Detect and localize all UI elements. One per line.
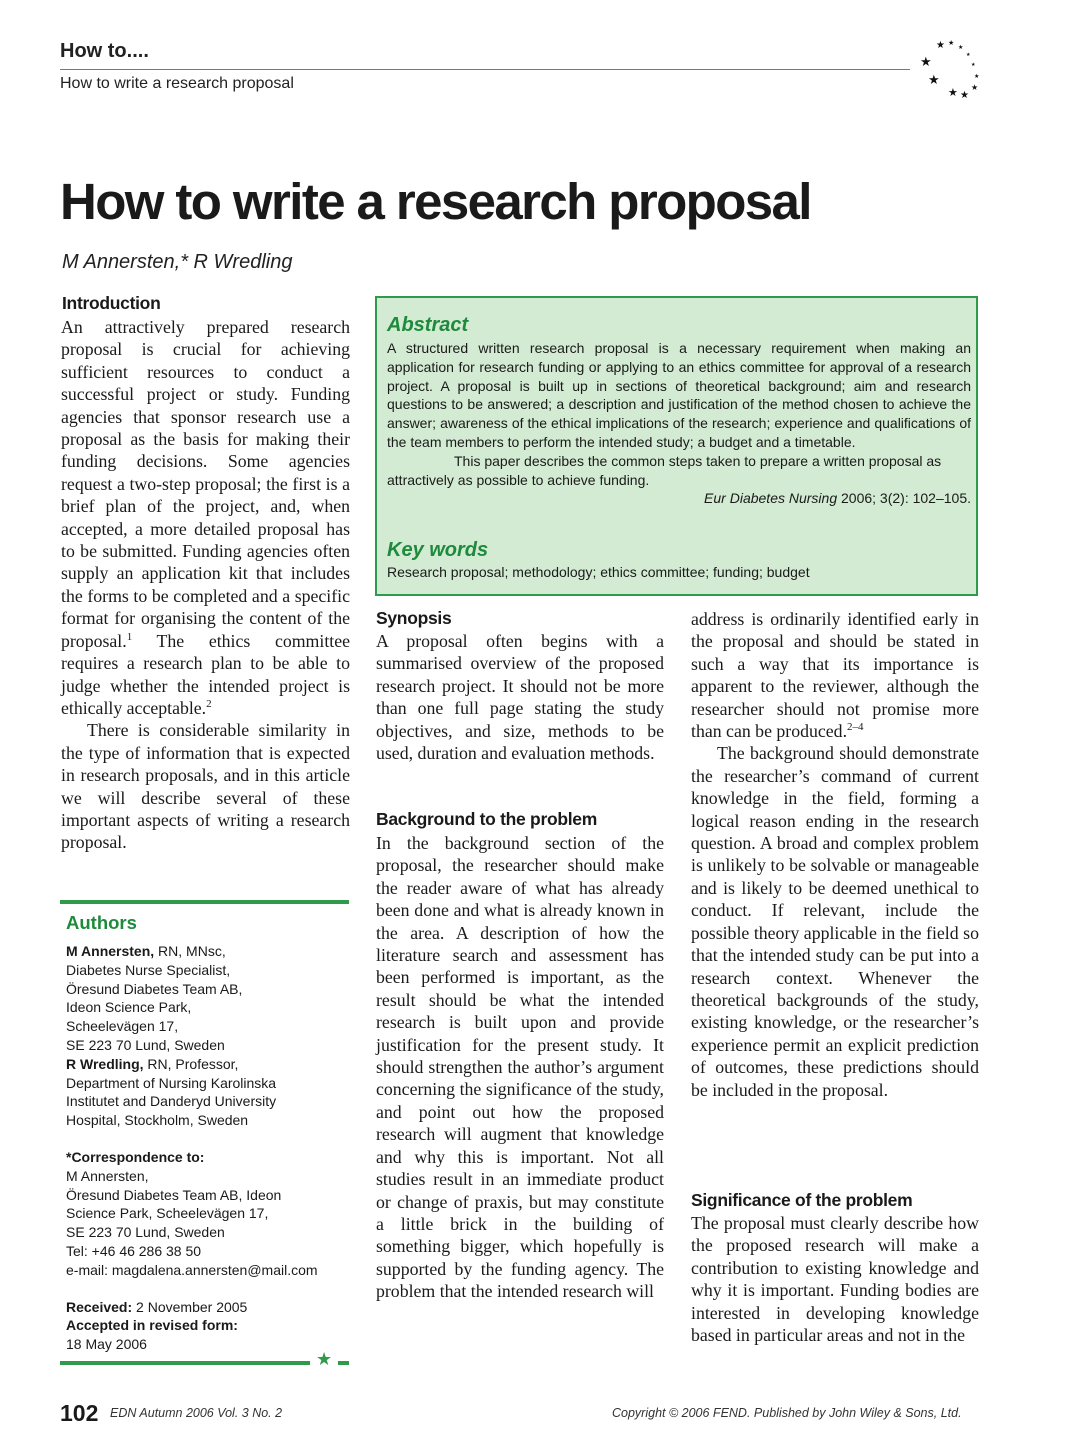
- background-paragraph: In the background section of the proposal, the researcher should make the reader aware of what has already been done and what is already known in the area. A description of how the literature search and assessment has been performed is important, as the result should be what the intended research is built upon and provide justification for the present study. It should strengthen the author’s argument concerning the significance of the study, and point out how the proposed research will augment that knowledge and why this is important. Not all studies result in an immediate product or change of praxis, but may constitute a little brick in the building of something bigger, which hopefully is supported by the funding agency. The problem that the intended research will: [376, 833, 664, 1302]
- page-number: 102: [60, 1400, 99, 1426]
- introduction-paragraph: An attractively prepared research proposal is crucial for achieving sufficient resources to conduct a successful project or study. Funding agencies that sponsor research use a proposal as the basis for making their funding decisions. Some agencies request a two-step proposal; the first is a brief plan of the project, and, when accepted, a more detailed proposal has to be submitted. Funding agencies often supply an application kit that includes the forms to be completed and a specific format for organising the content of the proposal.$^1$ The ethics committee requires a research plan to be able to judge whether the intended project is ethically acceptable.$^2$: [61, 317, 350, 718]
- journal-info: EDN Autumn 2006 Vol. 3 No. 2: [110, 1406, 283, 1420]
- introduction-paragraph: There is considerable similarity in the type of information that is expected in research proposals, and in this article we will describe several of these important aspects of writing a research proposal.: [61, 720, 350, 853]
- significance-heading: Significance of the problem: [691, 1190, 913, 1210]
- abstract-heading: Abstract: [387, 314, 469, 336]
- eu-stars-logo: [916, 34, 984, 102]
- authors-heading: Authors: [66, 912, 137, 933]
- star-icon: ★: [958, 45, 964, 51]
- abstract-paragraph: A structured written research proposal is a necessary requirement when making an application for research funding or applying to an ethics committee for approval of a research project. A proposal is built up in sections of theoretical background; aim and research questions to be answered; a description and justification of the method chosen to achieve the answer; awareness of the ethical implications of the research; experience and qualifications of the team members to perform the intended study; a budget and a timetable.: [387, 340, 971, 450]
- star-icon: ★: [971, 83, 979, 92]
- authors-box: [60, 900, 349, 1369]
- accepted-label: Accepted in revised form:: [66, 1317, 238, 1334]
- author-line: R Wredling, RN, Professor,: [66, 1055, 239, 1072]
- authors-details: [66, 942, 349, 1354]
- significance-paragraph: The proposal must clearly describe how the proposed research will make a contribution to existing knowledge and why it is important. Funding bodies are interested in developing knowledge based in particular areas and not in the: [691, 1213, 979, 1346]
- star-icon: ★: [920, 54, 932, 69]
- star-icon: ★: [948, 87, 958, 99]
- star-icon: ★: [316, 1349, 333, 1369]
- star-icon: ★: [960, 90, 969, 101]
- synopsis-heading: Synopsis: [376, 608, 452, 628]
- article-title: How to write a research proposal: [60, 173, 811, 230]
- received-date: Received: 2 November 2005: [66, 1298, 248, 1315]
- abstract-body: [387, 339, 971, 508]
- background-heading: Background to the problem: [376, 809, 597, 829]
- synopsis-paragraph: A proposal often begins with a summarised overview of the proposed research project. It should not be more than one full page stating the study objectives, and size, methods to be used, duration and evaluation methods.: [376, 631, 664, 764]
- author-line: Diabetes Nurse Specialist,: [66, 961, 231, 978]
- section-label: How to....: [60, 40, 149, 62]
- background-continued-paragraph: address is ordinarily identified early in the proposal and should be stated in such a way that its importance is apparent to the reviewer, although the researcher should not promise more than can be produced.$^{2-4}$: [691, 609, 979, 742]
- correspondence-line: Science Park, Scheelevägen 17,: [66, 1205, 269, 1222]
- keywords-text: Research proposal; methodology; ethics committee; funding; budget: [387, 564, 810, 580]
- author-line: SE 223 70 Lund, Sweden: [66, 1036, 225, 1053]
- box-bottom-rule: [338, 1361, 349, 1365]
- star-icon: ★: [948, 39, 955, 47]
- author-line: Ideon Science Park,: [66, 999, 192, 1016]
- author-line: Department of Nursing Karolinska: [66, 1074, 277, 1091]
- accepted-date: 18 May 2006: [66, 1336, 147, 1353]
- author-line: Öresund Diabetes Team AB,: [66, 980, 243, 997]
- background-paragraph: The background should demonstrate the researcher’s command of current knowledge in the field, forming a logical reason ending in the research question. A broad and complex problem is unlikely to be solvable or manageable and is likely to be deemed unethical to conduct. If relevant, include the possible theory applicable in the field so that the intended study can be put into a research context. Whenever the theoretical backgrounds of the study, existing knowledge, or the researcher’s experience permit an explicit prediction of outcomes, these predictions should be included in the proposal.: [691, 743, 979, 1100]
- keywords-heading: Key words: [387, 539, 489, 561]
- abstract-box: [375, 296, 978, 596]
- header-rule: [60, 69, 910, 70]
- star-icon: ★: [966, 53, 971, 58]
- star-icon: ★: [971, 63, 976, 68]
- copyright-notice: Copyright © 2006 FEND. Published by John Wiley & Sons, Ltd.: [612, 1406, 962, 1420]
- star-icon: ★: [928, 72, 940, 87]
- box-bottom-rule: [60, 1361, 310, 1365]
- author-line: Institutet and Danderyd University: [66, 1093, 277, 1110]
- synopsis-body: [376, 630, 664, 764]
- star-icon: ★: [974, 74, 980, 80]
- author-line: M Annersten, RN, MNsc,: [66, 943, 226, 959]
- correspondence-line: SE 223 70 Lund, Sweden: [66, 1224, 225, 1241]
- background-body: [376, 832, 664, 1303]
- right-column-body: [691, 608, 979, 1101]
- author-line: Hospital, Stockholm, Sweden: [66, 1112, 249, 1129]
- author-line: Scheelevägen 17,: [66, 1018, 179, 1035]
- abstract-paragraph: This paper describes the common steps taken to prepare a written proposal as attractively as possible to achieve funding.: [387, 452, 942, 488]
- running-title: How to write a research proposal: [60, 75, 294, 92]
- introduction-body: [61, 316, 350, 854]
- email-line: e-mail: magdalena.annersten@mail.com: [66, 1261, 318, 1278]
- correspondence-line: Öresund Diabetes Team AB, Ideon: [66, 1186, 282, 1203]
- correspondence-heading: *Correspondence to:: [66, 1148, 205, 1165]
- introduction-heading: Introduction: [62, 293, 161, 313]
- correspondence-line: M Annersten,: [66, 1167, 149, 1184]
- abstract-citation: Eur Diabetes Nursing 2006; 3(2): 102–105.: [704, 490, 971, 507]
- box-top-rule: [60, 900, 349, 904]
- star-icon: ★: [936, 40, 945, 51]
- correspondence-line: Tel: +46 46 286 38 50: [66, 1242, 202, 1259]
- significance-body: [691, 1212, 979, 1346]
- author-names: M Annersten,* R Wredling: [62, 251, 293, 273]
